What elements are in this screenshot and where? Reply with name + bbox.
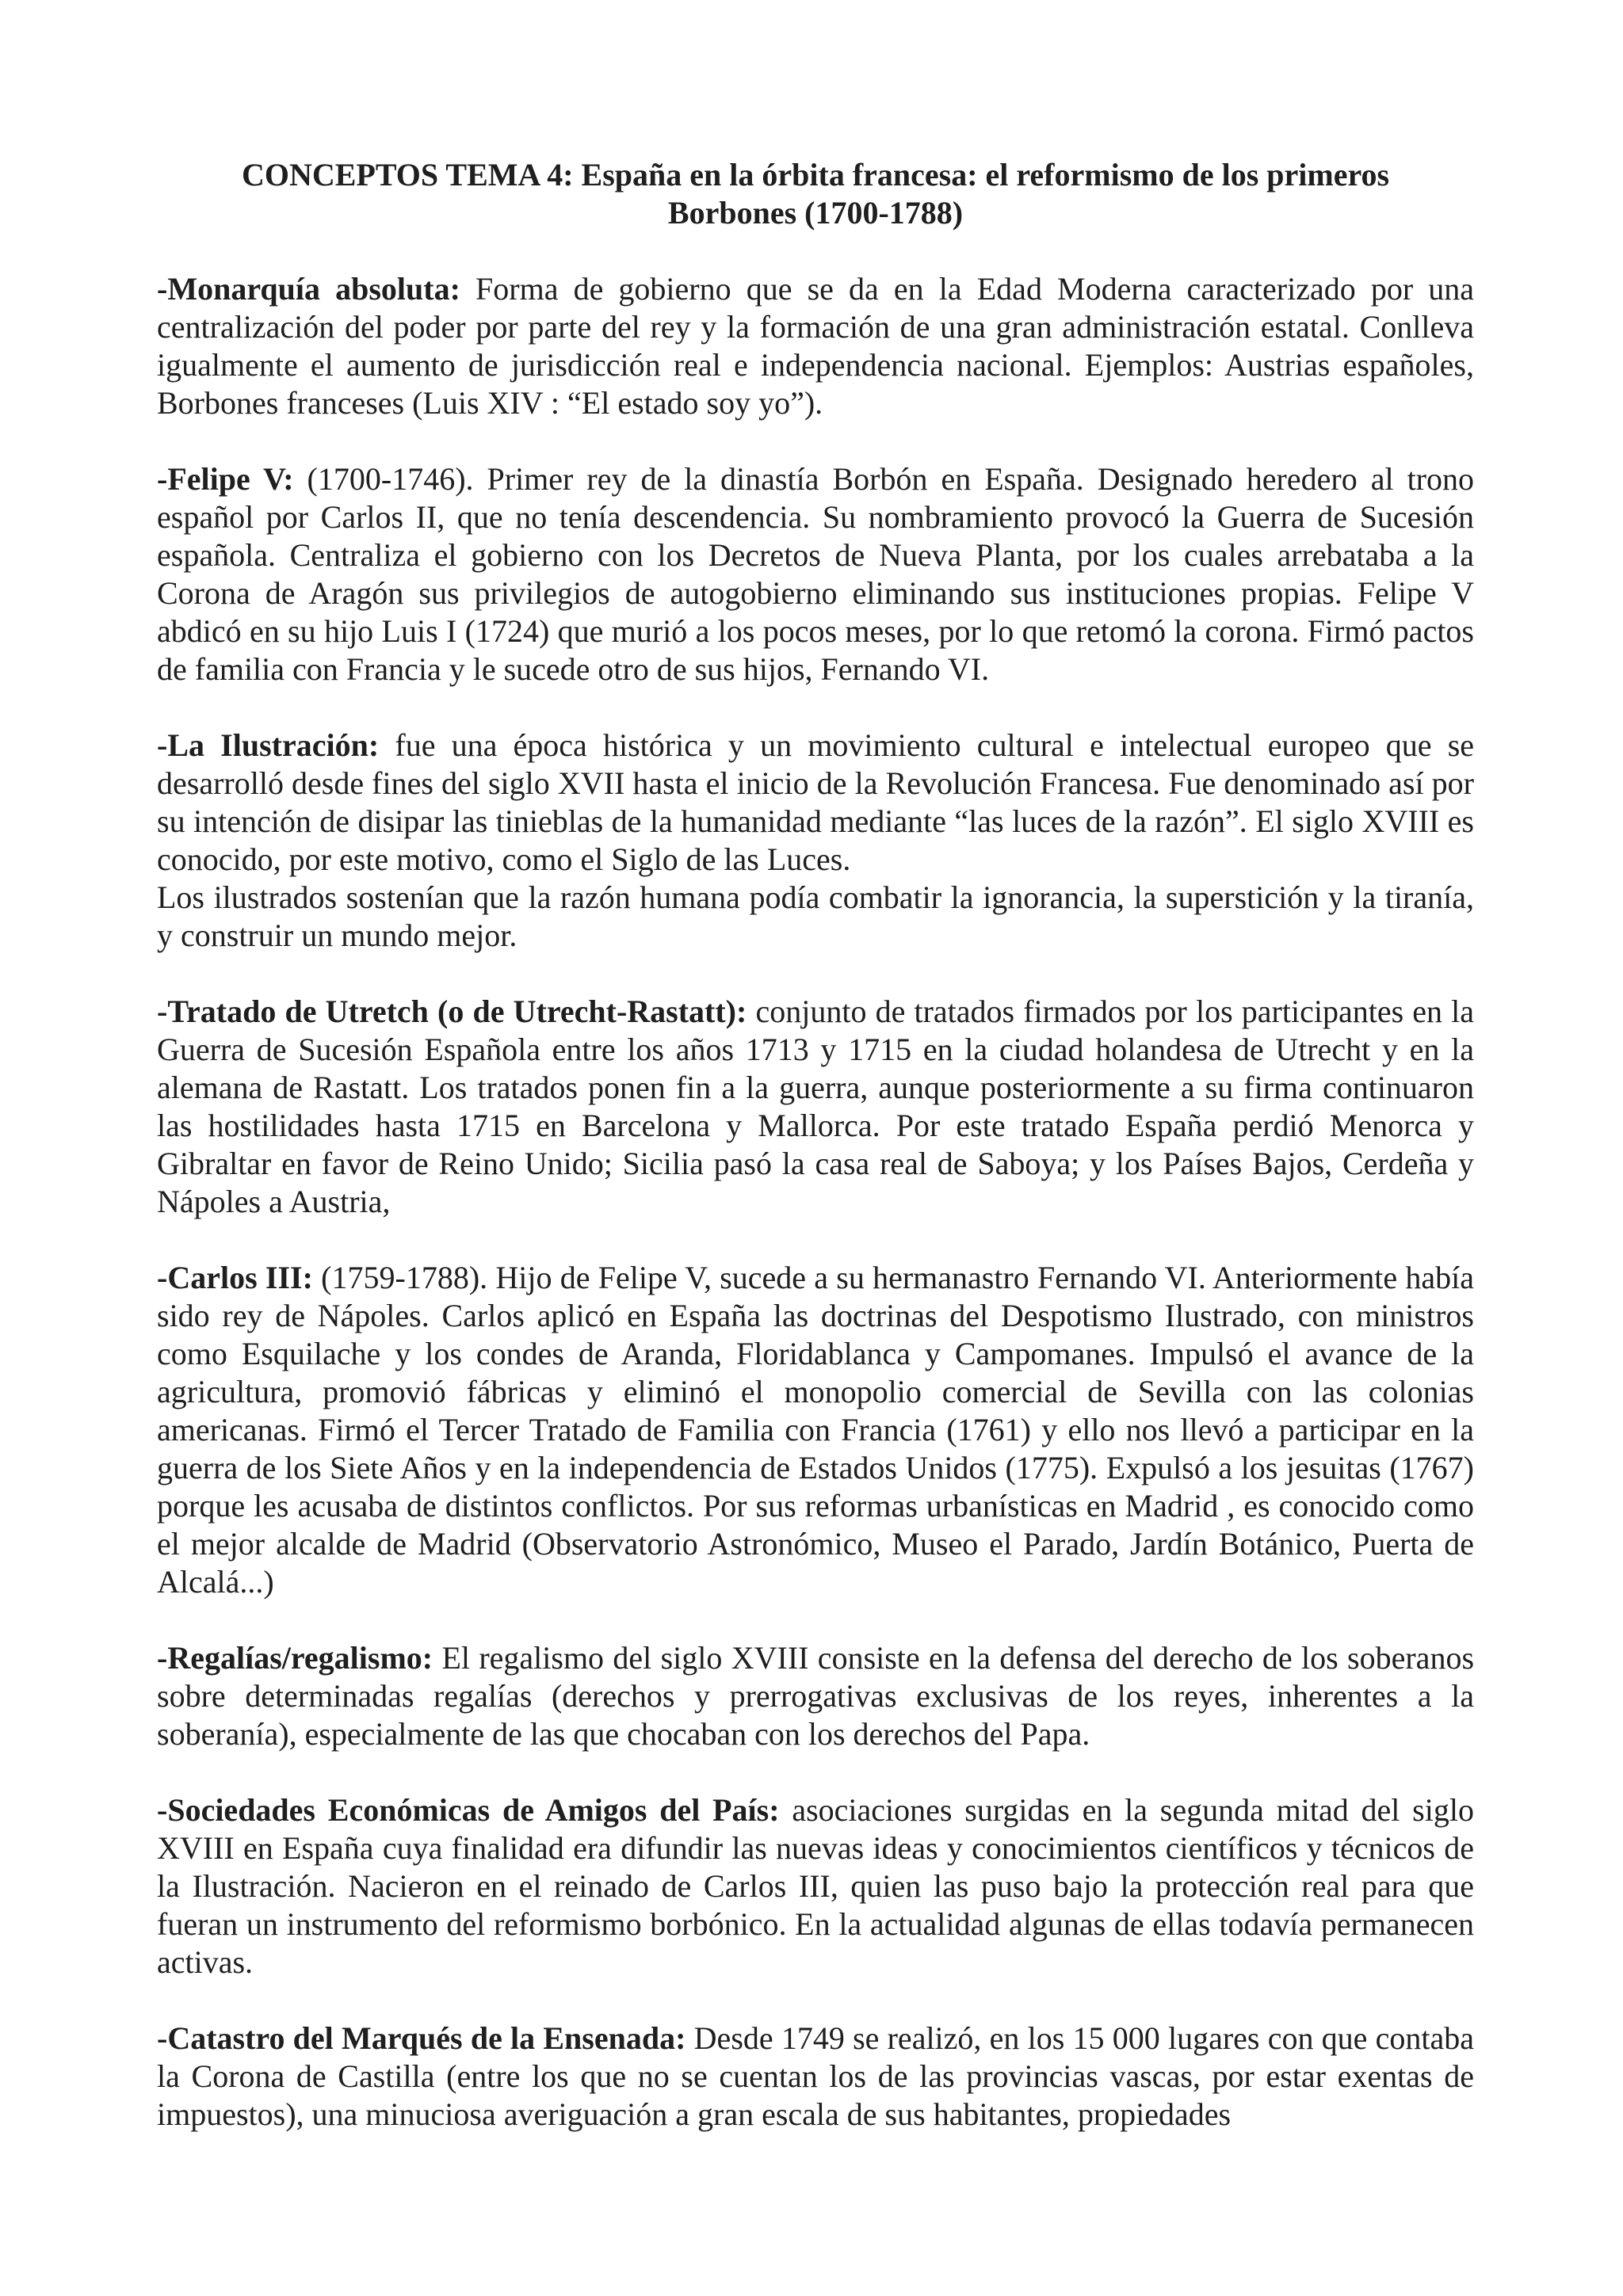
concept-term: -Catastro del Marqués de la Ensenada: — [157, 2020, 686, 2056]
concept-definition: asociaciones surgidas en la segunda mitad del siglo XVIII en España cuya finalidad era difundir las nuevas ideas y conocimientos científicos y técnicos de la Ilustración. Nacieron en el reinado de Carlos III, quien las puso bajo la protección real para que fueran un instrumento del reformismo borbónico. En la actualidad algunas de ellas todavía permanecen activas. — [157, 1792, 1474, 1980]
concept-term: -La Ilustración: — [157, 727, 380, 763]
document-body — [157, 156, 1474, 2172]
entry-paragraph — [157, 1259, 1474, 1601]
entry-paragraph — [157, 2019, 1474, 2134]
title-line-2: Borbones (1700-1788) — [667, 195, 964, 231]
concept-term: -Monarquía absoluta: — [157, 271, 460, 307]
concept-entry-monarquia-absoluta — [157, 270, 1474, 422]
concept-entry-catastro-ensenada — [157, 2019, 1474, 2134]
concept-definition: fue una época histórica y un movimiento cultural e intelectual europeo que se desarrolló desde fines del siglo XVII hasta el inicio de la Revolución Francesa. Fue denominado así por su intención de disipar las tinieblas de la humanidad mediante “las luces de la razón”. El siglo XVIII es conocido, por este motivo, como el Siglo de las Luces. — [157, 727, 1475, 877]
concept-term: -Tratado de Utretch (o de Utrecht-Rastatt): — [157, 994, 747, 1029]
concept-term: -Carlos III: — [157, 1260, 313, 1295]
concept-entry-sociedades-economicas — [157, 1791, 1474, 1981]
concept-entry-regalismo — [157, 1639, 1474, 1753]
entry-paragraph — [157, 993, 1474, 1221]
title-line-1: CONCEPTOS TEMA 4: España en la órbita francesa: el reformismo de los primeros — [241, 157, 1390, 193]
concept-entry-carlos-iii — [157, 1259, 1474, 1601]
entry-paragraph — [157, 460, 1474, 688]
concept-entry-felipe-v — [157, 460, 1474, 688]
concept-entry-ilustracion — [157, 727, 1474, 955]
entry-paragraph — [157, 270, 1474, 422]
entry-paragraph-continued: Los ilustrados sostenían que la razón humana podía combatir la ignorancia, la superstición y la tiranía, y construir un mundo mejor. — [157, 879, 1474, 953]
concept-term: -Felipe V: — [157, 461, 294, 497]
page-title — [157, 156, 1474, 232]
entry-paragraph — [157, 1639, 1474, 1753]
concept-term: -Regalías/regalismo: — [157, 1640, 433, 1676]
concept-definition: (1700-1746). Primer rey de la dinastía Borbón en España. Designado heredero al trono español por Carlos II, que no tenía descendencia. Su nombramiento provocó la Guerra de Sucesión española. Centraliza el gobierno con los Decretos de Nueva Planta, por los cuales arrebataba a la Corona de Aragón sus privilegios de autogobierno eliminando sus instituciones propias. Felipe V abdicó en su hijo Luis I (1724) que murió a los pocos meses, por lo que retomó la corona. Firmó pactos de familia con Francia y le sucede otro de sus hijos, Fernando VI. — [157, 461, 1474, 687]
concept-definition: Forma de gobierno que se da en la Edad Moderna caracterizado por una centralización del poder por parte del rey y la formación de una gran administración estatal. Conlleva igualmente el aumento de jurisdicción real e independencia nacional. Ejemplos: Austrias españoles, Borbones franceses (Luis XIV : “El estado soy yo”). — [157, 271, 1475, 421]
entry-paragraph — [157, 727, 1474, 879]
entry-paragraph — [157, 1791, 1474, 1981]
concept-term: -Sociedades Económicas de Amigos del País: — [157, 1792, 780, 1828]
concept-entry-tratado-utrecht — [157, 993, 1474, 1221]
concept-definition: El regalismo del siglo XVIII consiste en la defensa del derecho de los soberanos sobre determinadas regalías (derechos y prerrogativas exclusivas de los reyes, inherentes a la soberanía), especialmente de las que chocaban con los derechos del Papa. — [157, 1640, 1475, 1752]
concept-definition: conjunto de tratados firmados por los participantes en la Guerra de Sucesión Española entre los años 1713 y 1715 en la ciudad holandesa de Utrecht y en la alemana de Rastatt. Los tratados ponen fin a la guerra, aunque posteriormente a su firma continuaron las hostilidades hasta 1715 en Barcelona y Mallorca. Por este tratado España perdió Menorca y Gibraltar en favor de Reino Unido; Sicilia pasó la casa real de Saboya; y los Países Bajos, Cerdeña y Nápoles a Austria, — [157, 994, 1475, 1219]
concept-definition: (1759-1788). Hijo de Felipe V, sucede a su hermanastro Fernando VI. Anteriormente había sido rey de Nápoles. Carlos aplicó en España las doctrinas del Despotismo Ilustrado, con ministros como Esquilache y los condes de Aranda, Floridablanca y Campomanes. Impulsó el avance de la agricultura, promovió fábricas y eliminó el monopolio comercial de Sevilla con las colonias americanas. Firmó el Tercer Tratado de Familia con Francia (1761) y ello nos llevó a participar en la guerra de los Siete Años y en la independencia de Estados Unidos (1775). Expulsó a los jesuitas (1767) porque les acusaba de distintos conflictos. Por sus reformas urbanísticas en Madrid , es conocido como el mejor alcalde de Madrid (Observatorio Astronómico, Museo el Parado, Jardín Botánico, Puerta de Alcalá...) — [157, 1260, 1475, 1600]
concept-definition: Desde 1749 se realizó, en los 15 000 lugares con que contaba la Corona de Castilla (entre los que no se cuentan los de las provincias vascas, por estar exentas de impuestos), una minuciosa averiguación a gran escala de sus habitantes, propiedades — [157, 2020, 1475, 2132]
